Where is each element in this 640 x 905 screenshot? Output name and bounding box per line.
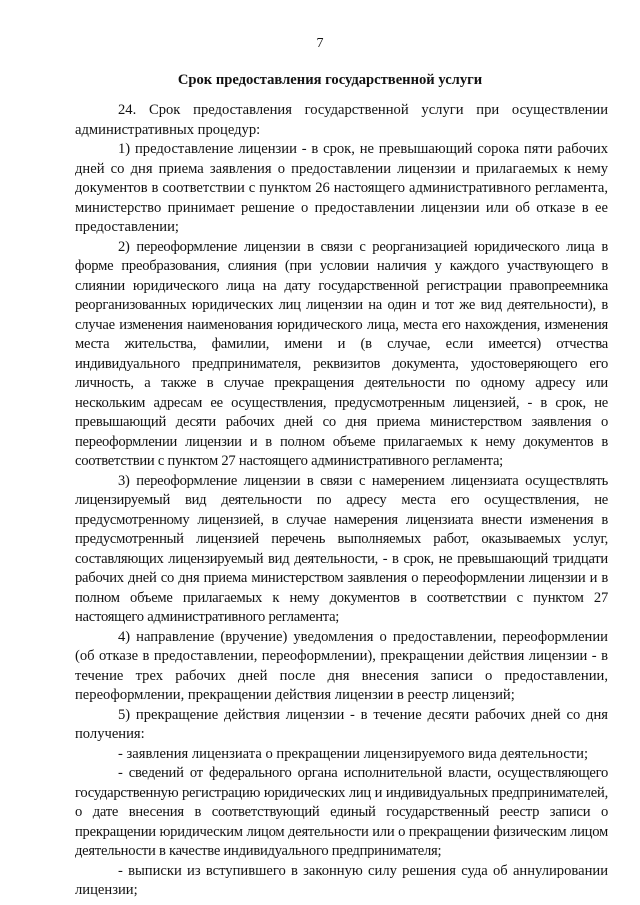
subitem-licensee-statement: - заявления лицензиата о прекращении лицензируемого вида деятельности;	[118, 745, 589, 762]
paragraph-item-2: 2) переоформление лицензии в связи с реорганизацией юридического лица в форме преобразования, слияния (при условии наличия у каждого участвующего в слиянии юридического лица на дату государственной регистрации правопреемника реорганизованных юридических лиц лицензии на один и тот же вид деятельности), в случае изменения наименования юридического лица, места его нахождения, изменения места жительства, фамилии, имени и (в случае, если имеется) отчества индивидуального предпринимателя, реквизитов документа, удостоверяющего его личность, а также в случае прекращения деятельности по одному адресу или нескольким адресам ее осуществления, предусмотренным лицензией, - в срок, не превышающий десяти рабочих дней со дня приема министерством заявления о переоформлении лицензии и в полном объеме прилагаемых к нему документов в соответствии с пунктом 27 настоящего административного регламента;	[75, 238, 608, 469]
section-title: Срок предоставления государственной услуги	[177, 72, 483, 88]
paragraph-item-4: 4) направление (вручение) уведомления о предоставлении, переоформлении (об отказе в предоставлении, переоформлении), прекращении действия лицензии - в течение трех рабочих дней после дня внесения записи о предоставлении, переоформлении, прекращении действия лицензии в реестр лицензий;	[75, 628, 608, 703]
subitem-court-decision: - выписки из вступившего в законную силу решения суда об аннулировании лицензии;	[75, 862, 608, 898]
page-number: 7	[316, 36, 324, 51]
paragraph-item-3: 3) переоформление лицензии в связи с намерением лицензиата осуществлять лицензируемый вид деятельности по адресу места его осуществления, не предусмотренному лицензией, в случае намерения лицензиата внести изменения в предусмотренный лицензией перечень выполняемых работ, оказываемых услуг, составляющих лицензируемый вид деятельности, - в срок, не превышающий тридцати рабочих дней со дня приема министерством заявления о переоформлении лицензии и в полном объеме прилагаемых к нему документов в соответствии с пунктом 27 настоящего административного регламента;	[75, 472, 608, 625]
paragraph-item-1: 1) предоставление лицензии - в срок, не превышающий сорока пяти рабочих дней со дня приема заявления о предоставлении лицензии и прилагаемых к нему документов в соответствии с пунктом 26 настоящего административного регламента, министерство принимает решение о предоставлении лицензии или об отказе в ее предоставлении;	[75, 141, 608, 235]
document-body	[75, 101, 608, 901]
subitem-registry-information: - сведений от федерального органа исполнительной власти, осуществляющего государственную регистрацию юридических лиц и индивидуальных предпринимателей, о дате внесения в соответствующий единый государственный реестр записи о прекращении юридическим лицом деятельности или о прекращении физическим лицом деятельности в качестве индивидуального предпринимателя;	[75, 765, 608, 859]
paragraph-item-5: 5) прекращение действия лицензии - в течение десяти рабочих дней со дня получения:	[75, 706, 608, 742]
paragraph-24-intro: 24. Срок предоставления государственной услуги при осуществлении административных процедур:	[75, 102, 608, 138]
